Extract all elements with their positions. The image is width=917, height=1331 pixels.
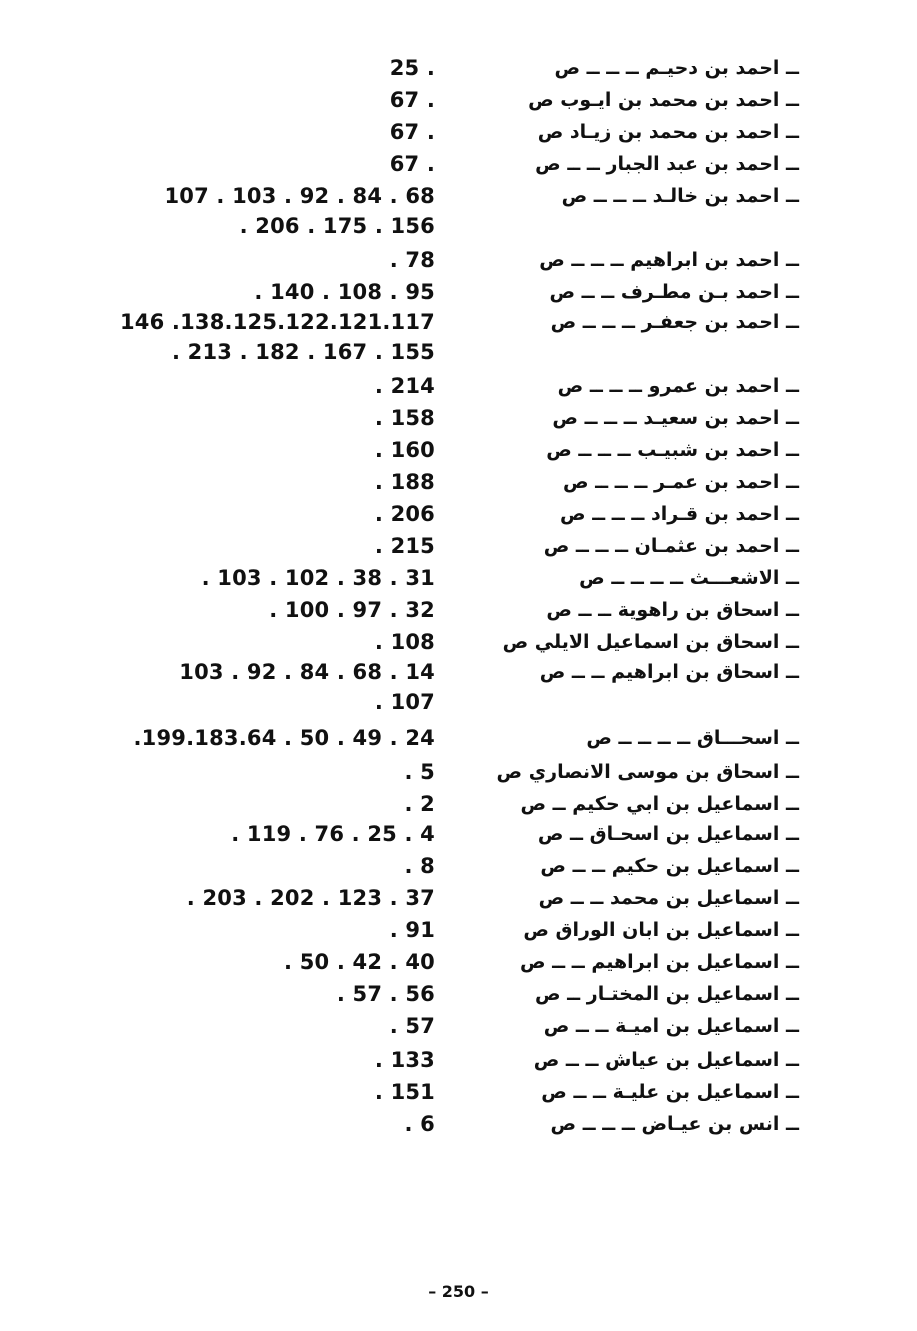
index-entry [0,594,917,626]
entry-name: ــ اسحاق بن اسماعيل الايلي ص [502,631,799,653]
entry-name: ــ اسماعيل بن المختـار ــ ص [534,983,799,1005]
index-entry [0,1108,917,1140]
entry-name: ــ احمد بن خالـد ــ ــ ــ ص [561,185,799,207]
entry-pages: .199.183.64 . 50 . 49 . 24 [133,726,435,750]
entry-name: ــ اسماعيل بن محمد ــ ــ ص [538,887,799,909]
entry-pages: 67 . [389,152,435,176]
entry-pages: . 158 [374,406,435,430]
entry-pages: . 91 [389,918,435,942]
entry-pages: . 5 [404,760,435,784]
index-entry-continuation [0,686,917,718]
index-entry [0,466,917,498]
index-entry [0,882,917,914]
entry-pages: . 213 . 182 . 167 . 155 [171,340,435,364]
index-entry [0,498,917,530]
entry-name: ــ احمد بن جعفـر ــ ــ ــ ص [550,311,799,333]
entry-name: ــ احمد بن عمرو ــ ــ ــ ص [557,375,799,397]
index-entry [0,788,917,820]
index-entry [0,52,917,84]
entry-pages: . 57 . 56 [336,982,435,1006]
index-entry [0,434,917,466]
entry-pages: 107 . 103 . 92 . 84 . 68 [164,184,435,208]
entry-name: ــ اسماعيل بن ابان الوراق ص [523,919,799,941]
index-entry [0,626,917,658]
entry-name: ــ احمد بن عثمـان ــ ــ ــ ص [543,535,799,557]
entry-name: ــ احمد بن شبيـب ــ ــ ــ ص [546,439,799,461]
entry-pages: 25 . [389,56,435,80]
entry-pages: . 8 [404,854,435,878]
entry-pages: 67 . [389,120,435,144]
entry-name: ــ اسماعيل بن عليـة ــ ــ ص [541,1081,799,1103]
entry-pages: . 108 [374,630,435,654]
entry-name: ــ اسحاق بن موسى الانصاري ص [496,761,799,783]
entry-name: ــ اسماعيل بن اسحـاق ــ ص [537,823,799,845]
entry-name: ــ اسحـــاق ــ ــ ــ ــ ص [586,727,799,749]
index-entry [0,244,917,276]
index-entry [0,276,917,308]
index-entry-continuation [0,210,917,242]
index-entry [0,116,917,148]
entry-pages: . 100 . 97 . 32 [269,598,435,622]
index-entry-continuation [0,336,917,368]
index-entry [0,722,917,754]
entry-pages: . 206 . 175 . 156 [239,214,435,238]
entry-name: ــ احمد بن دحيـم ــ ــ ــ ص [554,57,799,79]
entry-pages: 67 . [389,88,435,112]
index-entry [0,1076,917,1108]
entry-name: ــ اسماعيل بن ابراهيم ــ ــ ص [519,951,799,973]
index-entry [0,306,917,338]
index-entry [0,148,917,180]
index-entry [0,1010,917,1042]
entry-name: ــ انس بن عيـاض ــ ــ ــ ص [550,1113,799,1135]
entry-name: ــ اسماعيل بن اميـة ــ ــ ص [543,1015,799,1037]
index-entry [0,756,917,788]
entry-pages: . 119 . 76 . 25 . 4 [231,822,435,846]
entry-name: ــ احمد بن عمـر ــ ــ ــ ص [563,471,799,493]
index-entry [0,370,917,402]
entry-pages: . 140 . 108 . 95 [254,280,435,304]
entry-name: ــ اسحاق بن راهوية ــ ــ ص [546,599,799,621]
entry-pages: . 151 [374,1080,435,1104]
entry-name: ــ الاشعـــث ــ ــ ــ ــ ص [579,567,799,589]
entry-pages: . 2 [404,792,435,816]
index-entry [0,850,917,882]
entry-pages: . 107 [374,690,435,714]
entry-pages: . 188 [374,470,435,494]
entry-pages: . 103 . 102 . 38 . 31 [201,566,435,590]
index-entry [0,1044,917,1076]
index-entry [0,978,917,1010]
entry-name: ــ احمد بـن مطـرف ــ ــ ص [549,281,799,303]
entry-name: ــ احمد بن ابراهيم ــ ــ ــ ص [539,249,799,271]
entry-pages: 146 .138.125.122.121.117 [119,310,435,334]
entry-pages: . 160 [374,438,435,462]
entry-name: ــ اسماعيل بن عياش ــ ــ ص [533,1049,799,1071]
entry-pages: . 203 . 202 . 123 . 37 [186,886,435,910]
entry-pages: . 214 [374,374,435,398]
entry-pages: . 57 [389,1014,435,1038]
entry-pages: . 133 [374,1048,435,1072]
entry-pages: . 6 [404,1112,435,1136]
index-entry [0,946,917,978]
entry-name: ــ احمد بن عبد الجبار ــ ــ ص [535,153,799,175]
index-entry [0,914,917,946]
entry-pages: 103 . 92 . 84 . 68 . 14 [179,660,435,684]
entry-pages: . 206 [374,502,435,526]
index-entry [0,180,917,212]
entry-name: ــ اسماعيل بن حكيم ــ ــ ص [540,855,799,877]
index-entry [0,530,917,562]
entry-name: ــ احمد بن محمد بن زيـاد ص [537,121,799,143]
index-entry [0,818,917,850]
entry-name: ــ احمد بن سعيـد ــ ــ ــ ص [552,407,799,429]
index-entry [0,402,917,434]
entry-name: ــ اسحاق بن ابراهيم ــ ــ ص [539,661,799,683]
entry-pages: . 50 . 42 . 40 [284,950,435,974]
index-entry [0,84,917,116]
entry-name: ــ احمد بن قـراد ــ ــ ــ ص [560,503,799,525]
entry-name: ــ احمد بن محمد بن ايـوب ص [528,89,799,111]
entry-pages: . 78 [389,248,435,272]
page-number: – 250 – [428,1282,489,1301]
index-entry [0,656,917,688]
entry-pages: . 215 [374,534,435,558]
index-entry [0,562,917,594]
entry-name: ــ اسماعيل بن ابي حكيم ــ ص [520,793,799,815]
